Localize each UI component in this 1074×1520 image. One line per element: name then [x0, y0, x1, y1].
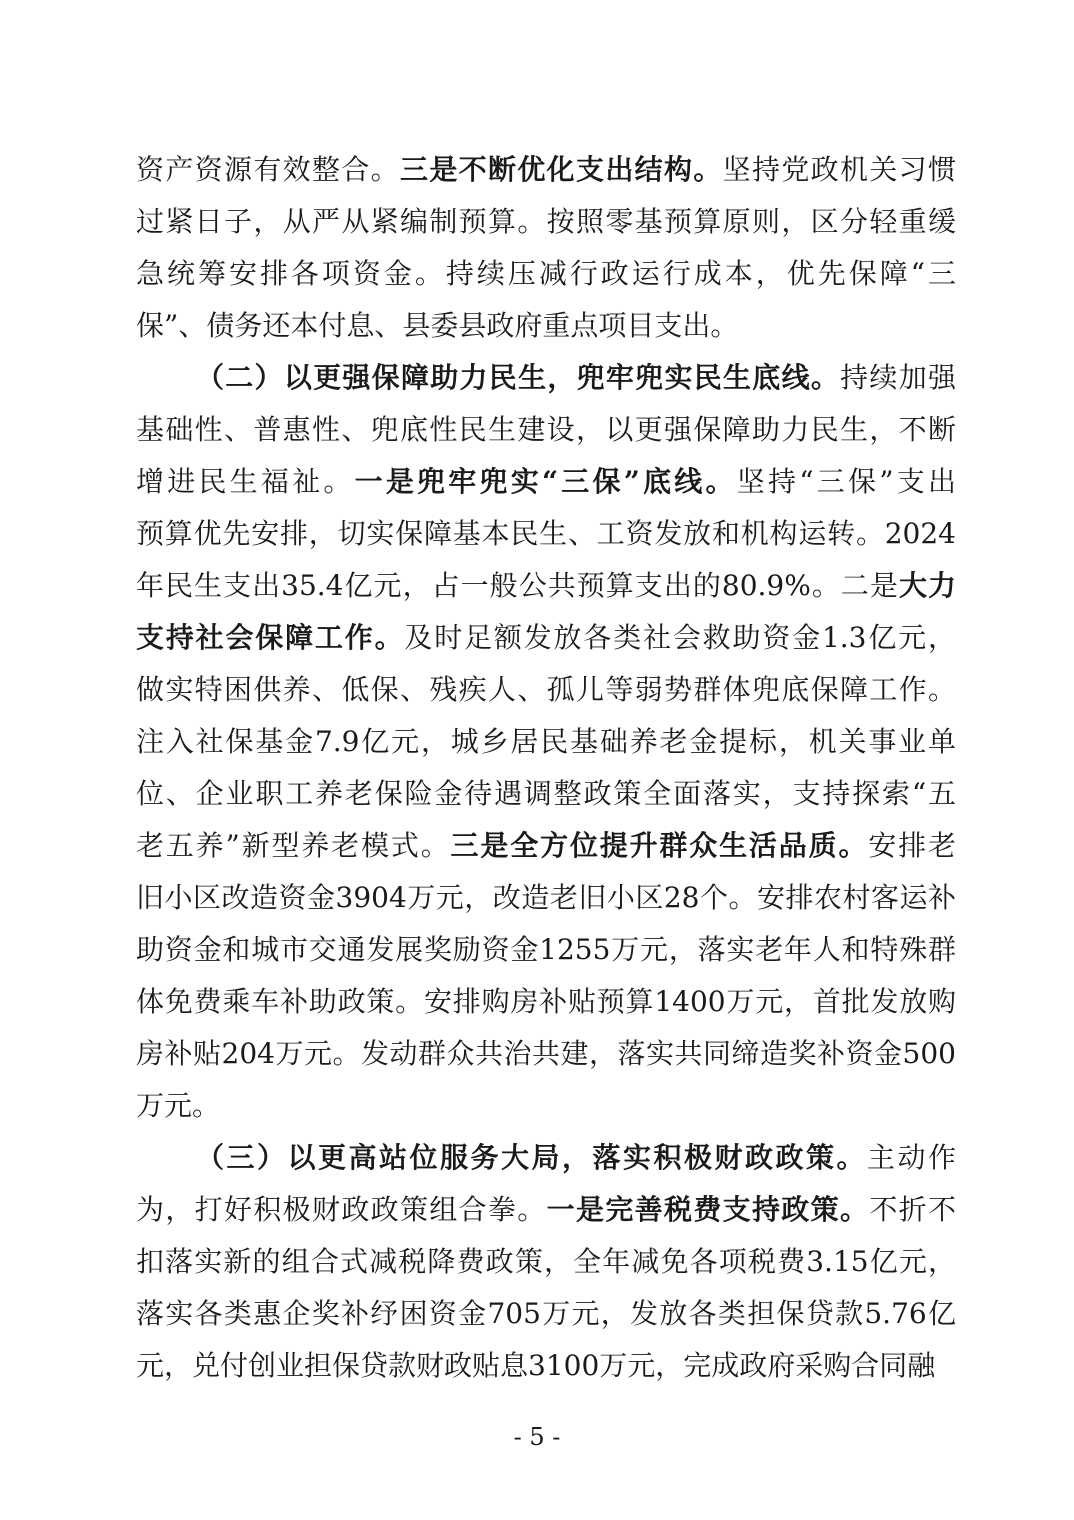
bold-text-segment: 一是兜牢兜实“三保”底线。: [354, 465, 737, 498]
text-segment: 老五养”新型养老模式。: [136, 829, 451, 862]
bold-text-segment: （三）以更高站位服务大局，落实积极财政政策。: [196, 1141, 867, 1174]
text-segment: 注入社保基金7.9亿元，城乡居民基础养老金提标，机关事业单: [136, 725, 956, 758]
text-segment: 助资金和城市交通发展奖励资金1255万元，落实老年人和特殊群: [136, 933, 956, 966]
text-segment: 万元。: [136, 1089, 221, 1122]
text-line: [136, 1080, 956, 1132]
text-line: [136, 508, 956, 560]
text-line: [136, 352, 956, 404]
bold-text-segment: 支持社会保障工作。: [136, 621, 405, 654]
text-line: [136, 1340, 956, 1392]
text-segment: 坚持党政机关习惯: [722, 153, 956, 186]
text-segment: 保”、债务还本付息、县委县政府重点项目支出。: [136, 309, 739, 342]
text-segment: 主动作: [866, 1141, 956, 1174]
text-line: [136, 1132, 956, 1184]
text-line: [136, 1236, 956, 1288]
text-line: [136, 144, 956, 196]
text-segment: 预算优先安排，切实保障基本民生、工资发放和机构运转。2024: [136, 517, 956, 550]
text-segment: 扣落实新的组合式减税降费政策，全年减免各项税费3.15亿元，: [136, 1245, 956, 1278]
text-line: [136, 248, 956, 300]
text-segment: 年民生支出35.4亿元，占一般公共预算支出的80.9%。二是: [136, 569, 899, 602]
text-line: [136, 1184, 956, 1236]
text-line: [136, 1288, 956, 1340]
text-line: [136, 1028, 956, 1080]
text-line: [136, 976, 956, 1028]
text-segment: 及时足额发放各类社会救助资金1.3亿元，: [404, 621, 956, 654]
text-segment: 元，兑付创业担保贷款财政贴息3100万元，完成政府采购合同融: [136, 1349, 936, 1382]
bold-text-segment: 三是全方位提升群众生活品质。: [450, 829, 869, 862]
body-text: [136, 144, 956, 1392]
text-segment: 基础性、普惠性、兜底性民生建设，以更强保障助力民生，不断: [136, 413, 956, 446]
bold-text-segment: 三是不断优化支出结构。: [400, 153, 723, 186]
text-segment: 增进民生福祉。: [136, 465, 355, 498]
text-segment: 做实特困供养、低保、残疾人、孤儿等弱势群体兜底保障工作。: [136, 673, 956, 706]
text-segment: 落实各类惠企奖补纾困资金705万元，发放各类担保贷款5.76亿: [136, 1297, 956, 1330]
text-segment: 急统筹安排各项资金。持续压减行政运行成本，优先保障“三: [136, 257, 956, 290]
text-segment: 坚持“三保”支出: [736, 465, 956, 498]
text-segment: 不折不: [869, 1193, 956, 1226]
text-segment: 位、企业职工养老保险金待遇调整政策全面落实，支持探索“五: [136, 777, 956, 810]
text-line: [136, 612, 956, 664]
bold-text-segment: （二）以更强保障助力民生，兜牢兜实民生底线。: [196, 361, 841, 394]
paragraph: [136, 1132, 956, 1392]
text-line: [136, 820, 956, 872]
text-segment: 为，打好积极财政政策组合拳。: [136, 1193, 547, 1226]
text-segment: 房补贴204万元。发动群众共治共建，落实共同缔造奖补资金500: [136, 1037, 956, 1070]
paragraph: [136, 352, 956, 1132]
page-number: - 5 -: [513, 1423, 561, 1451]
paragraph: [136, 144, 956, 352]
bold-text-segment: 大力: [898, 569, 956, 602]
text-segment: 体免费乘车补助政策。安排购房补贴预算1400万元，首批发放购: [136, 985, 956, 1018]
text-line: [136, 872, 956, 924]
text-segment: 安排老: [868, 829, 956, 862]
text-line: [136, 300, 956, 352]
text-line: [136, 456, 956, 508]
text-line: [136, 924, 956, 976]
text-segment: 过紧日子，从严从紧编制预算。按照零基预算原则，区分轻重缓: [136, 205, 956, 238]
text-line: [136, 664, 956, 716]
text-line: [136, 716, 956, 768]
bold-text-segment: 一是完善税费支持政策。: [546, 1193, 870, 1226]
text-segment: 持续加强: [840, 361, 956, 394]
text-segment: 旧小区改造资金3904万元，改造老旧小区28个。安排农村客运补: [136, 881, 956, 914]
text-line: [136, 560, 956, 612]
text-line: [136, 768, 956, 820]
text-line: [136, 404, 956, 456]
text-segment: 资产资源有效整合。: [136, 153, 400, 186]
text-line: [136, 196, 956, 248]
